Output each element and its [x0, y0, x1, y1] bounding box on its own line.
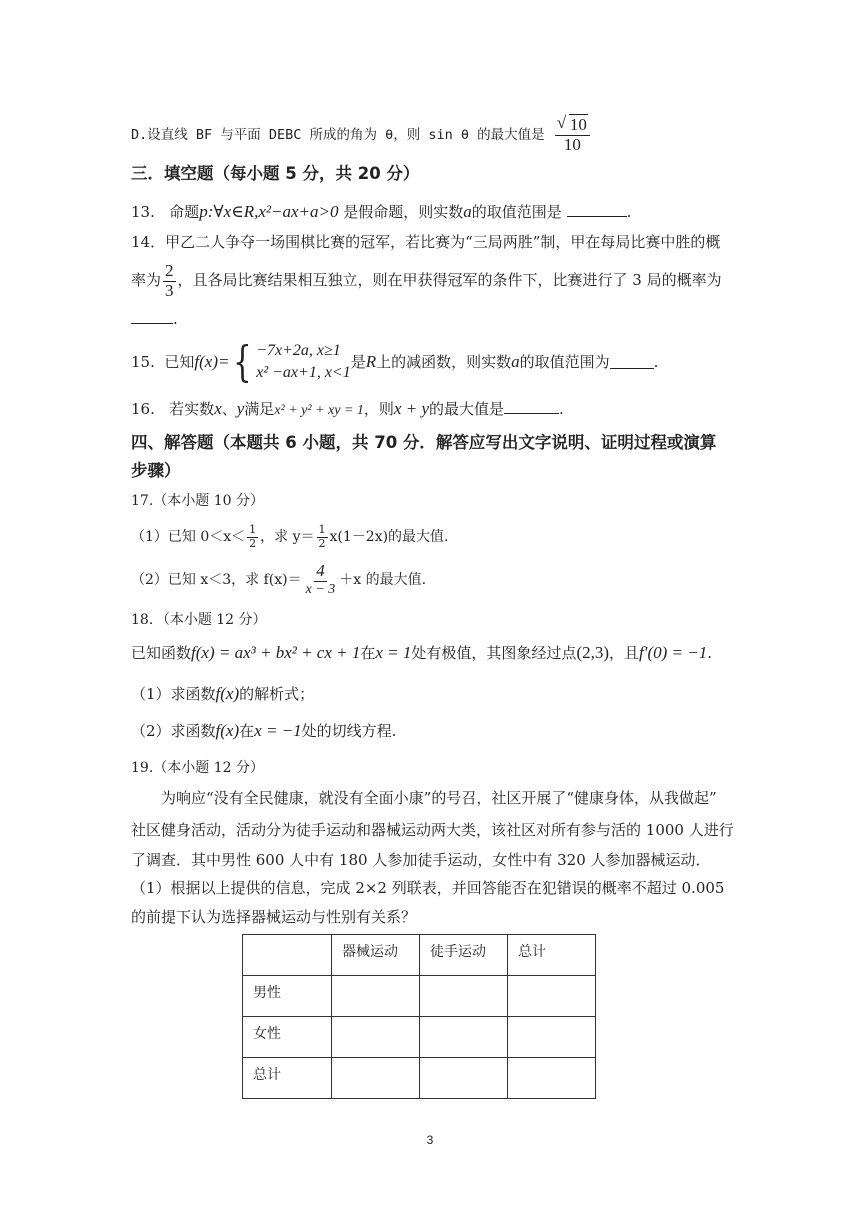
- question-18-head: 18．（本小题 12 分）: [131, 612, 267, 628]
- q18-p2-pre: （2）求函数: [131, 722, 216, 740]
- table-header-cell: 器械运动: [332, 935, 420, 976]
- q18-p2-mid: 在: [239, 722, 255, 740]
- table-header-row: [243, 935, 596, 976]
- q15-var2: a: [511, 352, 520, 371]
- section-title-answer-l2: 步骤）: [131, 461, 181, 480]
- q13-var: a: [463, 202, 472, 221]
- case-1: −7x+2a, x≥1: [256, 342, 341, 359]
- q15-mid2: 上的减函数，则实数: [376, 353, 512, 371]
- question-number: 15.: [131, 353, 155, 371]
- piecewise-cases: [256, 340, 351, 384]
- question-19-line2: 社区健身活动，活动分为徒手运动和器械运动两大类，该社区对所有参与活的 1000 人进行: [131, 821, 734, 839]
- table-header-cell: 徒手运动: [420, 935, 508, 976]
- q18-mid3: ，且: [609, 644, 640, 662]
- option-d-fraction: √ 10 10: [555, 116, 590, 154]
- brace-symbol: {: [233, 337, 253, 386]
- table-cell[interactable]: [420, 976, 508, 1017]
- section-title-answer-l1: 四、解答题（本题共 6 小题，共 70 分．解答应写出文字说明、证明过程或演算: [131, 433, 717, 452]
- answer-blank[interactable]: [567, 204, 627, 217]
- q13-pre: 命题: [169, 203, 200, 221]
- table-cell: [243, 935, 332, 976]
- question-19-line4: （1）根据以上提供的信息，完成 2×2 列联表，并回答能否在犯错误的概率不超过 0.005: [131, 879, 725, 897]
- q18-p1-pre: （1）求函数: [131, 685, 216, 703]
- q16-expr: x + y: [393, 399, 429, 418]
- question-19-line3: 了调查．其中男性 600 人中有 180 人参加徒手运动，女性中有 320 人参加器械运动．: [131, 851, 711, 869]
- q15-mid: 是: [350, 353, 366, 371]
- question-19-line5: 的前提下认为选择器械运动与性别有关系？: [131, 908, 417, 926]
- q16-eq: x² + y² + xy = 1: [274, 403, 364, 418]
- q14-post: ，且各局比赛结果相互独立，则在甲获得冠军的条件下，比赛进行了 3 局的概率为: [177, 271, 722, 290]
- page-number: 3: [426, 1133, 434, 1147]
- question-number: 16.: [131, 400, 155, 418]
- table-cell[interactable]: [332, 976, 420, 1017]
- q15-end: .: [653, 353, 659, 371]
- q18-f: f(x) = ax³ + bx² + cx + 1: [191, 643, 361, 662]
- q17-p2-post: ＋x 的最大值.: [339, 572, 427, 588]
- fraction-half: $\frac{1}{2}$: [318, 523, 326, 550]
- question-17-head: 17.（本小题 10 分）: [131, 493, 264, 509]
- question-15: [131, 337, 658, 387]
- question-14-line1: 14．甲乙二人争夺一场围棋比赛的冠军，若比赛为“三局两胜”制，甲在每局比赛中胜的概: [131, 233, 721, 251]
- option-d: [131, 113, 592, 154]
- question-number: 13.: [131, 203, 155, 221]
- q18-p2-f: f(x): [215, 721, 240, 740]
- q17-p1-pre: （1）已知 0＜x＜: [131, 529, 246, 545]
- q16-post: 的最大值是: [428, 400, 504, 418]
- q15-var1: R: [365, 352, 377, 371]
- answer-blank[interactable]: [131, 311, 173, 324]
- q17-p1-mid: ，求 y＝: [260, 529, 315, 545]
- q13-end: .: [626, 203, 632, 221]
- q13-math: p:∀x∈R,x²−ax+a>0: [199, 202, 339, 221]
- question-14-line2: [131, 262, 722, 300]
- table-cell[interactable]: [508, 976, 596, 1017]
- question-18-part1: [131, 683, 314, 705]
- q15-pre: 已知: [164, 353, 195, 371]
- q16-mid: 满足: [244, 400, 275, 418]
- q13-mid: 是假命题，则实数: [343, 203, 464, 221]
- table-row: [243, 976, 596, 1017]
- q14-end: .: [173, 310, 178, 328]
- q18-p2-x: x = −1: [254, 721, 302, 740]
- q18-mid: 在: [360, 644, 376, 662]
- row-label: 女性: [243, 1017, 332, 1058]
- q16-mid2: ，则: [363, 400, 394, 418]
- question-18-part2: [131, 720, 396, 742]
- question-16: [131, 398, 564, 422]
- row-label: 男性: [243, 976, 332, 1017]
- q13-post: 的取值范围是: [471, 203, 562, 221]
- answer-blank[interactable]: [504, 401, 559, 414]
- question-19-head: 19.（本小题 12 分）: [131, 760, 264, 776]
- q18-pre: 已知函数: [131, 644, 192, 662]
- table-cell[interactable]: [332, 1058, 420, 1099]
- q17-p1-post: x(1－2x)的最大值.: [329, 529, 449, 545]
- answer-blank[interactable]: [610, 356, 654, 369]
- table-row: [243, 1017, 596, 1058]
- q17-p2-pre: （2）已知 x＜3，求 f(x)＝: [131, 572, 302, 588]
- q18-p1-f: f(x): [215, 684, 240, 703]
- q16-pre: 若实数: [169, 400, 215, 418]
- question-19-line1: 为响应“没有全民健康，就没有全面小康”的号召，社区开展了“健康身体，从我做起”: [161, 789, 717, 807]
- sqrt-symbol: √ 10: [556, 113, 587, 134]
- table-header-cell: 总计: [508, 935, 596, 976]
- q14-pre: 率为: [131, 271, 162, 290]
- table-cell[interactable]: [420, 1058, 508, 1099]
- q16-sep: 、: [221, 400, 237, 418]
- question-17-part2: [131, 560, 426, 600]
- question-13: [131, 201, 631, 223]
- q16-x: x: [214, 399, 222, 418]
- table-cell[interactable]: [420, 1017, 508, 1058]
- case-2: x² −ax+1, x<1: [256, 364, 351, 381]
- q18-deriv: f′(0) = −1: [639, 643, 708, 662]
- q18-end: .: [707, 644, 713, 662]
- q18-mid2: 处有极值，其图象经过点: [411, 644, 577, 662]
- q18-point: (2,3): [576, 643, 610, 662]
- row-label: 总计: [243, 1058, 332, 1099]
- q18-p1-post: 的解析式；: [239, 685, 315, 703]
- option-d-text: D.设直线 BF 与平面 DEBC 所成的角为 θ，则 sin θ 的最大值是: [131, 127, 545, 144]
- question-14-line3: [131, 308, 178, 330]
- fraction-4-over: $\frac{4}{x - 3}$: [305, 561, 336, 598]
- q18-x: x = 1: [375, 643, 412, 662]
- question-17-part1: [131, 518, 449, 556]
- q18-p2-post: 处的切线方程.: [301, 722, 397, 740]
- q16-y: y: [236, 399, 245, 418]
- section-title-fill-in: 三．填空题（每小题 5 分，共 20 分）: [131, 164, 420, 183]
- table-cell[interactable]: [332, 1017, 420, 1058]
- q15-post: 的取值范围为: [519, 353, 610, 371]
- fraction-half: $\frac{1}{2}$: [249, 523, 257, 550]
- contingency-table: [242, 934, 596, 1099]
- table-cell[interactable]: [508, 1017, 596, 1058]
- table-row: [243, 1058, 596, 1099]
- table-cell[interactable]: [508, 1058, 596, 1099]
- q16-end: .: [559, 400, 564, 418]
- question-18-line1: [131, 642, 712, 664]
- q14-fraction: $\frac{2}{3}$: [165, 261, 174, 300]
- q15-fx: f(x)=: [194, 352, 230, 371]
